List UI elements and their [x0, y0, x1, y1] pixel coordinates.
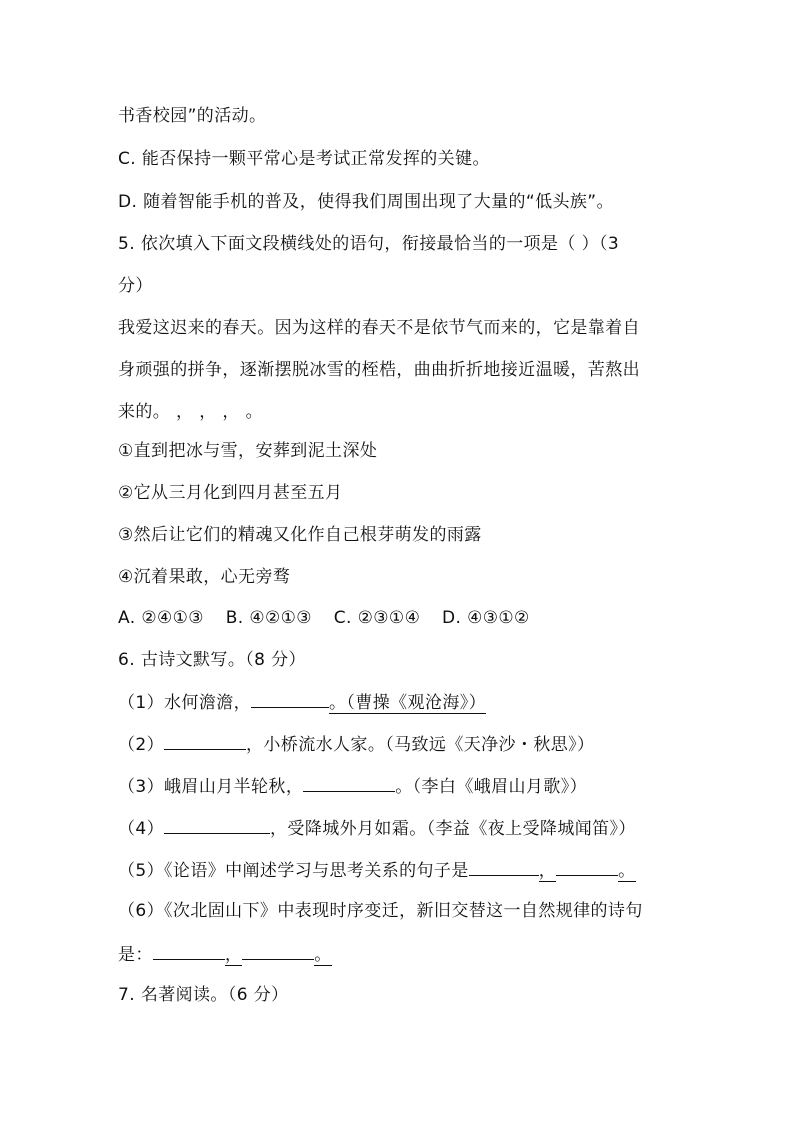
q6-item-1-text: （1）水何澹澹， [118, 693, 252, 713]
q5-options [118, 606, 546, 630]
q5-option-b[interactable]: B. ④②①③ [225, 608, 312, 628]
q6-item-5-comma: ， [538, 861, 557, 881]
q6-item-5 [118, 857, 636, 883]
q6-item-6-comma: ， [224, 945, 243, 965]
q6-blank-4[interactable] [164, 815, 270, 834]
q6-item-2-text: ，小桥流水人家。（马致远《天净沙・秋思》） [246, 735, 595, 755]
q6-item-6-prefix: 是： [118, 945, 153, 965]
q6-item-4-prefix: （4） [118, 819, 165, 839]
q6-blank-5b[interactable] [556, 857, 618, 876]
q6-item-6-period: 。 [314, 945, 332, 965]
q6-item-1 [118, 689, 486, 715]
q7-title: 7. 名著阅读。（6 分） [118, 985, 289, 1005]
q5-passage-line1: 我爱这迟来的春天。因为这样的春天不是依节气而来的，它是靠着自 [118, 318, 640, 338]
q6-item-5-period: 。 [618, 861, 636, 881]
q6-blank-1[interactable] [251, 689, 329, 708]
q6-item-6: （6）《次北固山下》中表现时序变迁，新旧交替这一自然规律的诗句 [118, 901, 643, 921]
q5-sentence-1: ①直到把冰与雪，安葬到泥土深处 [118, 441, 378, 461]
q5-passage-line3: 来的。 ， ， ， 。 [118, 402, 264, 422]
q6-item-3 [118, 773, 587, 799]
q6-blank-2[interactable] [164, 731, 246, 750]
q5-stem: 5. 依次填入下面文段横线处的语句，衔接最恰当的一项是（ ）（3 [118, 234, 620, 254]
q6-item-2-prefix: （2） [118, 735, 165, 755]
q5-stem-cont: 分） [118, 276, 153, 296]
q6-item-5-text: （5）《论语》中阐述学习与思考关系的句子是 [118, 861, 469, 881]
q6-item-3-text: （3）峨眉山月半轮秋， [118, 777, 304, 797]
q5-option-c[interactable]: C. ②③①④ [333, 608, 421, 628]
q5-sentence-4: ④沉着果敢，心无旁骛 [118, 567, 291, 587]
q6-item-3-suffix: 。（李白《峨眉山月歌》） [395, 777, 588, 797]
q5-option-d[interactable]: D. ④③①② [442, 608, 530, 628]
q6-item-4-text: ，受降城外月如霜。（李益《夜上受降城闻笛》） [270, 819, 636, 839]
q6-blank-5a[interactable] [469, 857, 539, 876]
q6-blank-6b[interactable] [242, 941, 314, 960]
q5-option-a[interactable]: A. ②④①③ [118, 608, 204, 628]
q4-option-d: D. 随着智能手机的普及，使得我们周围出现了大量的“低头族”。 [118, 192, 614, 212]
q6-item-6-cont [118, 941, 332, 967]
q6-blank-6a[interactable] [153, 941, 225, 960]
q5-sentence-3: ③然后让它们的精魂又化作自己根芽萌发的雨露 [118, 525, 482, 545]
q6-title: 6. 古诗文默写。（8 分） [118, 650, 306, 670]
q4-continuation: 书香校园”的活动。 [118, 106, 267, 126]
q4-option-c: C. 能否保持一颗平常心是考试正常发挥的关键。 [118, 149, 490, 169]
q6-item-1-suffix: 。（曹操《观沧海》） [329, 693, 487, 713]
q6-blank-3[interactable] [303, 773, 395, 792]
q5-sentence-2: ②它从三月化到四月甚至五月 [118, 483, 343, 503]
q5-passage-line2: 身顽强的拼争，逐渐摆脱冰雪的桎梏，曲曲折折地接近温暖，苦熬出 [118, 360, 640, 380]
q6-item-4 [118, 815, 636, 841]
q6-item-2 [118, 731, 594, 757]
